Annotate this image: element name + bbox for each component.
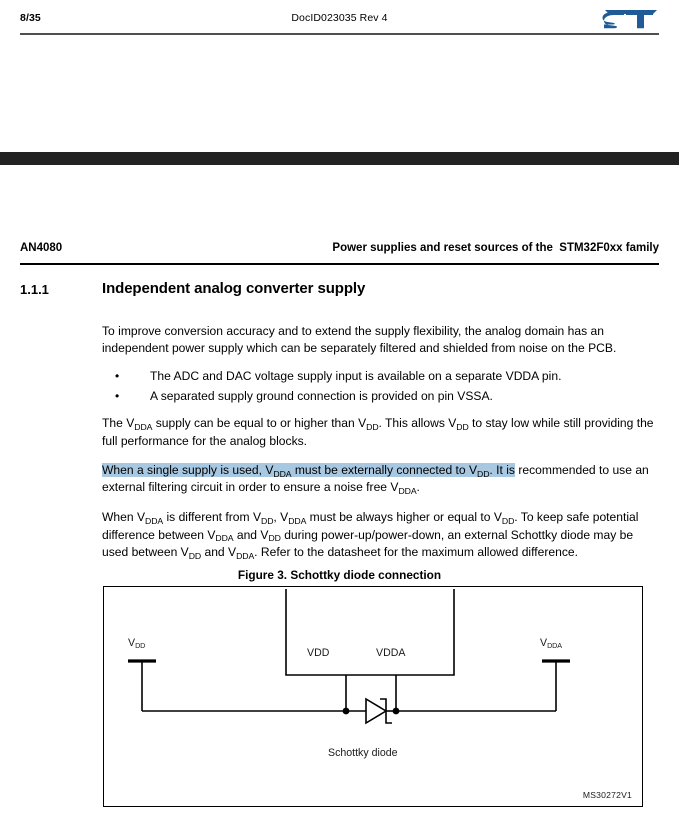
- figure-caption: Figure 3. Schottky diode connection: [237, 568, 442, 582]
- list-item: [102, 388, 659, 405]
- document-id: DocID023035 Rev 4: [291, 12, 388, 24]
- section-number: 1.1.1: [20, 282, 49, 297]
- running-title-divider: [20, 263, 659, 265]
- subscript: DD: [135, 641, 146, 651]
- text-run: The V: [102, 416, 135, 431]
- subscript: DDA: [398, 486, 417, 497]
- paragraph-vdda-supply: [102, 415, 659, 449]
- text-run: . Refer to the datasheet for the maximum allowed difference.: [254, 545, 578, 560]
- subscript: DD: [261, 515, 274, 526]
- text-run: and V: [233, 527, 269, 542]
- label-vdda-terminal: [540, 637, 562, 649]
- section-heading: [20, 282, 659, 312]
- subscript: DDA: [134, 422, 153, 433]
- subscript: DDA: [547, 641, 562, 651]
- subscript: DDA: [215, 533, 234, 544]
- text-run: . To keep safe potential difference between V: [102, 510, 639, 542]
- header-divider: [20, 33, 659, 35]
- text-run: is different from V: [163, 510, 262, 525]
- label-chip-vdda-pin: VDDA: [376, 647, 406, 659]
- label-vdd-terminal: [128, 637, 145, 649]
- circuit-diagram: [104, 587, 640, 804]
- section-separator-bar: [0, 152, 679, 165]
- label-schottky-diode: Schottky diode: [328, 747, 398, 759]
- subscript: DD: [268, 533, 281, 544]
- text-run: V: [540, 637, 548, 649]
- chapter-title: Power supplies and reset sources of the STM32F0xx family: [332, 242, 659, 254]
- subscript: DD: [188, 551, 202, 561]
- app-note-number: AN4080: [20, 242, 63, 254]
- page-number: 8/35: [20, 12, 41, 24]
- text-run: .: [416, 480, 420, 495]
- paragraph-single-supply: [102, 462, 659, 497]
- text-run: When V: [102, 510, 146, 525]
- figure-id: MS30272V1: [582, 790, 632, 800]
- subscript: DDA: [236, 551, 255, 561]
- bullet-marker: •: [115, 369, 120, 384]
- running-title: [20, 242, 659, 264]
- text-run: must be always higher or equal to V: [306, 510, 502, 525]
- page-content: [20, 282, 659, 574]
- figure-schottky-diode-connection: [103, 586, 643, 807]
- list-item-text: A separated supply ground connection is provided on pin VSSA.: [150, 388, 493, 403]
- list-item-text: The ADC and DAC voltage supply input is available on a separate VDDA pin.: [150, 369, 562, 384]
- subscript: DDA: [288, 515, 307, 526]
- text-run: to stay low while still providing the full performance for the analog blocks.: [102, 416, 654, 449]
- text-run: When a single supply is used, V: [102, 462, 274, 477]
- text-run: recommended to use an external filtering circuit in order to ensure a noise free V: [102, 462, 649, 495]
- text-run: , V: [273, 510, 289, 525]
- text-run: during power-up/power-down, an external Schottky diode may be used between V: [102, 527, 634, 560]
- text-run: and V: [201, 545, 237, 560]
- paragraph-intro: To improve conversion accuracy and to extend the supply flexibility, the analog domain has an independent power supply which can be separately filtered and shielded from noise on the PCB.: [102, 324, 617, 355]
- list-item: [102, 368, 659, 385]
- text-run: V: [128, 637, 136, 649]
- subscript: DDA: [273, 468, 292, 479]
- bullet-marker: •: [115, 388, 120, 403]
- subscript: DD: [477, 468, 490, 479]
- text-run: . It is: [489, 462, 515, 477]
- highlighted-text: [102, 463, 515, 477]
- subscript: DDA: [145, 515, 164, 526]
- junction-dot-vdda: [393, 708, 400, 715]
- label-chip-vdd-pin: VDD: [307, 647, 330, 659]
- section-title: Independent analog converter supply: [102, 280, 366, 297]
- bullet-list: [102, 368, 659, 404]
- junction-dot-vdd: [343, 708, 350, 715]
- subscript: DD: [456, 422, 469, 433]
- text-run: supply can be equal to or higher than V: [152, 416, 367, 431]
- text-run: . This allows V: [378, 416, 457, 431]
- subscript: DD: [501, 515, 515, 526]
- text-run: must be externally connected to V: [291, 462, 478, 477]
- paragraph-schottky-explanation: [102, 509, 659, 562]
- st-microelectronics-logo: [601, 8, 659, 30]
- subscript: DD: [366, 422, 379, 433]
